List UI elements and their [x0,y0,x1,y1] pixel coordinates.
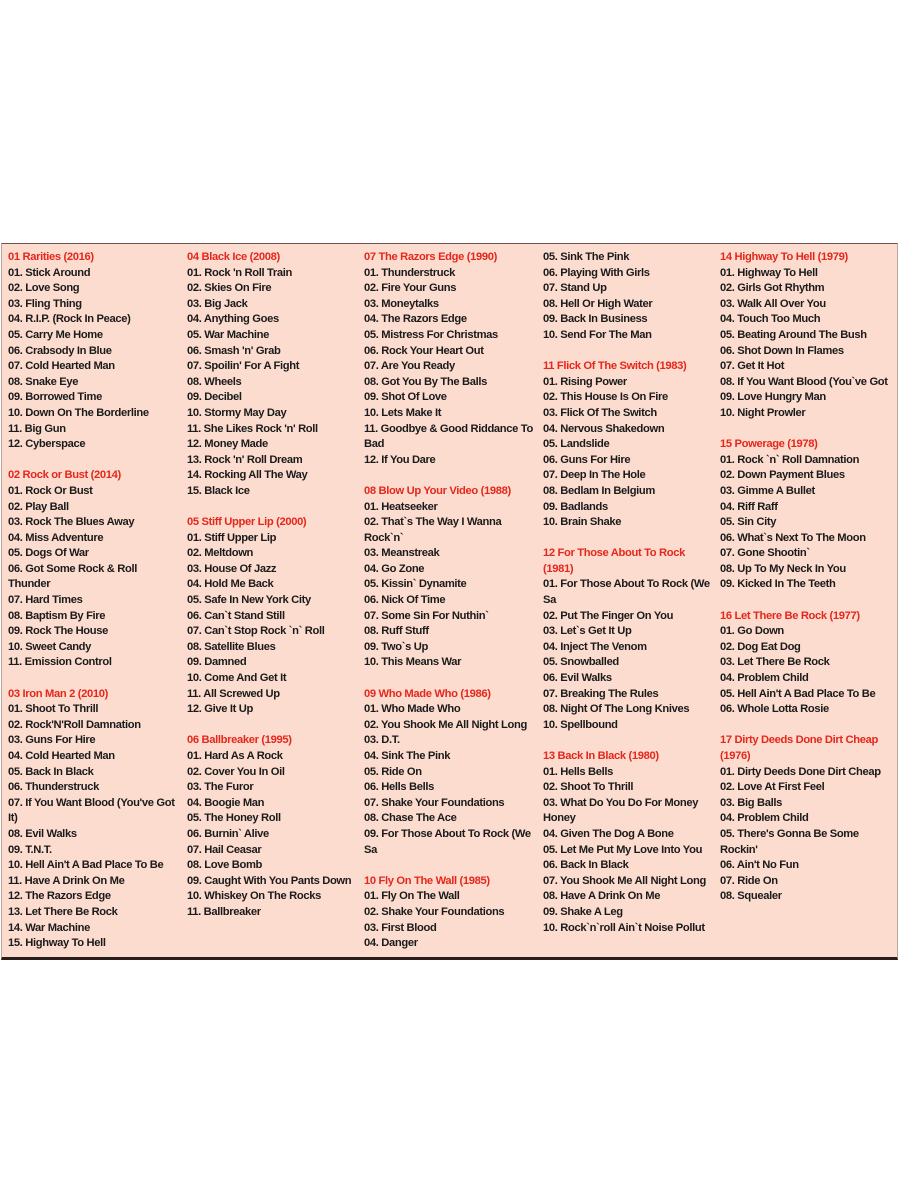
track-item: 03. Fling Thing [8,297,82,310]
track-item: 09. Decibel [187,391,242,404]
album-block [187,733,361,920]
track-item: 06. Ain't No Fun [720,859,799,872]
track-item: 02. Shoot To Thrill [543,781,634,794]
track-item: 09. Two`s Up [364,640,428,653]
track-item: 09. T.N.T. [8,843,52,856]
track-item: 10. Spellbound [543,718,618,731]
track-item: 02. Meltdown [187,547,254,560]
track-item: 06. Got Some Rock & Roll Thunder [8,562,137,591]
track-item: 08. Satellite Blues [187,640,276,653]
track-item: 03. Walk All Over You [720,297,826,310]
track-item: 01. Rising Power [543,375,627,388]
track-item: 03. House Of Jazz [187,562,277,575]
track-item: 08. Love Bomb [187,859,263,872]
track-item: 01. Rock Or Bust [8,484,93,497]
album-block [8,687,180,952]
track-item: 07. Breaking The Rules [543,687,659,700]
track-item: 08. Wheels [187,375,242,388]
album-block [187,250,361,500]
album-block [364,874,538,952]
track-item: 10. Send For The Man [543,328,652,341]
track-item: 13. Rock 'n' Roll Dream [187,453,303,466]
track-item: 10. Come And Get It [187,672,287,685]
track-item: 01. Thunderstruck [364,266,456,279]
track-item: 05. Mistress For Christmas [364,328,498,341]
track-item: 05. Snowballed [543,656,619,669]
album-title: 17 Dirty Deeds Done Dirt Cheap (1976) [720,734,878,762]
track-item: 04. Boogie Man [187,796,265,809]
track-item: 10. Stormy May Day [187,406,287,419]
track-item: 04. Problem Child [720,672,809,685]
track-item: 12. The Razors Edge [8,890,111,903]
track-item: 01. Stick Around [8,266,91,279]
track-item: 02. Girls Got Rhythm [720,282,825,295]
album-block [543,546,717,733]
track-item: 03. Big Jack [187,297,248,310]
track-item: 05. Let Me Put My Love Into You [543,843,703,856]
track-item: 08. Night Of The Long Knives [543,703,690,716]
track-item: 15. Black Ice [187,484,250,497]
album-title: 01 Rarities (2016) [8,251,94,263]
track-item: 06. Hells Bells [364,781,434,794]
album-block [543,359,717,531]
track-item: 03. Let There Be Rock [720,656,830,669]
track-item: 02. Put The Finger On You [543,609,674,622]
track-item: 08. Baptism By Fire [8,609,106,622]
track-item: 08. Hell Or High Water [543,297,653,310]
track-item: 03. Big Balls [720,796,782,809]
album-title: 12 For Those About To Rock (1981) [543,547,685,575]
track-item: 02. Fire Your Guns [364,282,457,295]
track-item: 03. Gimme A Bullet [720,484,815,497]
track-item: 14. Rocking All The Way [187,469,308,482]
track-item: 06. Crabsody In Blue [8,344,112,357]
track-item: 05. Safe In New York City [187,594,311,607]
track-item: 03. Let`s Get It Up [543,625,632,638]
track-item: 07. Cold Hearted Man [8,360,115,373]
track-item: 04. Miss Adventure [8,531,104,544]
track-item: 02. Play Ball [8,500,69,513]
album-block [187,515,361,718]
track-item: 11. Ballbreaker [187,905,261,918]
track-item: 07. Shake Your Foundations [364,796,505,809]
track-item: 01. Dirty Deeds Done Dirt Cheap [720,765,881,778]
track-item: 06. Playing With Girls [543,266,650,279]
track-item: 07. Hail Ceasar [187,843,262,856]
track-item: 02. Skies On Fire [187,282,272,295]
track-item: 01. Stiff Upper Lip [187,531,277,544]
track-item: 04. Hold Me Back [187,578,274,591]
track-item: 03. D.T. [364,734,400,747]
track-item: 07. Some Sin For Nuthin` [364,609,489,622]
track-item: 07. Gone Shootin` [720,547,810,560]
track-item: 05. Back In Black [8,765,94,778]
track-item: 02. You Shook Me All Night Long [364,718,527,731]
track-item: 08. Snake Eye [8,375,79,388]
track-item: 04. The Razors Edge [364,313,467,326]
track-item: 01. Heatseeker [364,500,438,513]
track-item: 02. This House Is On Fire [543,391,668,404]
album-title: 16 Let There Be Rock (1977) [720,609,860,622]
track-item: 07. Get It Hot [720,360,785,373]
track-item: 07. Stand Up [543,282,607,295]
track-item: 05. Sin City [720,516,777,529]
track-item: 13. Let There Be Rock [8,905,118,918]
track-item: 05. Ride On [364,765,422,778]
track-item: 01. Fly On The Wall [364,890,460,903]
track-item: 02. Love Song [8,282,80,295]
track-item: 09. Badlands [543,500,608,513]
track-item: 05. The Honey Roll [187,812,281,825]
track-item: 08. Bedlam In Belgium [543,484,656,497]
track-item: 10. Rock`n`roll Ain`t Noise Pollut [543,921,705,934]
track-item: 08. Got You By The Balls [364,375,487,388]
album-block [364,250,538,468]
track-item: 10. Sweet Candy [8,640,92,653]
track-item: 01. Hard As A Rock [187,750,283,762]
track-item: 11. Big Gun [8,422,66,435]
track-item: 07. Are You Ready [364,360,455,373]
album-title: 02 Rock or Bust (2014) [8,469,121,482]
track-item: 11. Have A Drink On Me [8,874,125,887]
column-2 [187,250,361,936]
album-block [543,749,717,936]
track-item: 03. Flick Of The Switch [543,406,657,419]
track-item: 09. Kicked In The Teeth [720,578,836,591]
track-item: 07. Can`t Stop Rock `n` Roll [187,625,325,638]
track-item: 06. Whole Lotta Rosie [720,703,829,716]
track-item: 09. Damned [187,656,247,669]
track-item: 06. Burnin` Alive [187,827,269,840]
track-item: 04. Sink The Pink [364,750,451,762]
album-block [364,484,538,671]
track-item: 11. She Likes Rock 'n' Roll [187,422,318,435]
track-item: 03. Meanstreak [364,547,440,560]
track-item: 05. Kissin` Dynamite [364,578,467,591]
track-item: 02. Dog Eat Dog [720,640,801,653]
track-item: 04. Touch Too Much [720,313,821,326]
track-item: 04. Nervous Shakedown [543,422,665,435]
track-item: 03. The Furor [187,781,254,794]
track-item: 01. Who Made Who [364,703,461,716]
track-item: 07. Ride On [720,874,778,887]
track-item: 12. Money Made [187,438,268,451]
album-block [720,733,894,905]
album-block [720,437,894,593]
track-item: 01. Shoot To Thrill [8,703,99,716]
track-item: 06. Rock Your Heart Out [364,344,484,357]
track-item: 11. All Screwed Up [187,687,280,700]
track-item: 15. Highway To Hell [8,937,106,950]
track-item: 07. If You Want Blood (You've Got It) [8,796,175,825]
track-item: 07. You Shook Me All Night Long [543,874,706,887]
track-item: 06. What`s Next To The Moon [720,531,866,544]
track-item: 08. If You Want Blood (You`ve Got [720,375,888,388]
track-item: 10. Lets Make It [364,406,442,419]
album-block [720,250,894,422]
track-item: 09. For Those About To Rock (We Sa [364,827,531,856]
album-title: 09 Who Made Who (1986) [364,687,491,700]
track-item: 05. Sink The Pink [543,251,630,263]
track-item: 08. Evil Walks [8,827,77,840]
column-5 [720,250,894,921]
track-item: 05. Hell Ain't A Bad Place To Be [720,687,876,700]
track-item: 04. Inject The Venom [543,640,647,653]
album-title: 11 Flick Of The Switch (1983) [543,360,687,373]
track-item: 09. Borrowed Time [8,391,102,404]
track-item: 07. Hard Times [8,594,83,607]
track-item: 02. Rock'N'Roll Damnation [8,718,141,731]
track-item: 14. War Machine [8,921,90,934]
album-block [543,250,717,344]
track-item: 02. Cover You In Oil [187,765,285,778]
track-item: 06. Thunderstruck [8,781,100,794]
track-item: 08. Chase The Ace [364,812,457,825]
track-item: 03. First Blood [364,921,437,934]
track-item: 12. Cyberspace [8,438,86,451]
track-item: 10. This Means War [364,656,462,669]
track-item: 08. Have A Drink On Me [543,890,661,903]
album-title: 05 Stiff Upper Lip (2000) [187,516,307,529]
track-item: 02. Shake Your Foundations [364,905,505,918]
track-item: 10. Down On The Borderline [8,406,149,419]
track-item: 03. What Do You Do For Money Honey [543,796,699,825]
album-title: 08 Blow Up Your Video (1988) [364,484,511,497]
track-item: 04. Given The Dog A Bone [543,827,674,840]
track-item: 10. Brain Shake [543,516,622,529]
track-item: 05. Beating Around The Bush [720,328,867,341]
track-item: 03. Guns For Hire [8,734,96,747]
tracklist-sheet [1,243,898,960]
track-item: 09. Shake A Leg [543,905,623,918]
track-item: 06. Nick Of Time [364,594,446,607]
album-block [364,687,538,859]
track-item: 02. Down Payment Blues [720,469,845,482]
track-item: 09. Rock The House [8,625,109,638]
track-item: 08. Ruff Stuff [364,625,429,638]
track-item: 01. For Those About To Rock (We Sa [543,578,710,607]
track-item: 02. That`s The Way I Wanna Rock`n` [364,516,502,544]
track-item: 06. Back In Black [543,859,629,872]
track-item: 09. Back In Business [543,313,648,326]
track-item: 03. Rock The Blues Away [8,516,135,529]
album-title: 13 Back In Black (1980) [543,750,659,762]
track-item: 05. Carry Me Home [8,328,103,341]
column-4 [543,250,717,952]
track-item: 01. Go Down [720,625,784,638]
track-item: 05. There's Gonna Be Some Rockin' [720,827,859,856]
track-item: 04. R.I.P. (Rock In Peace) [8,313,131,326]
track-item: 09. Shot Of Love [364,391,447,404]
track-item: 07. Spoilin' For A Fight [187,360,300,373]
track-item: 05. Dogs Of War [8,547,89,560]
track-item: 08. Up To My Neck In You [720,562,846,575]
album-block [8,250,180,453]
track-item: 10. Hell Ain't A Bad Place To Be [8,859,164,872]
track-item: 04. Cold Hearted Man [8,750,115,762]
track-item: 04. Problem Child [720,812,809,825]
track-item: 09. Love Hungry Man [720,391,826,404]
track-item: 08. Squealer [720,890,782,903]
track-item: 01. Rock 'n Roll Train [187,266,292,279]
track-item: 06. Evil Walks [543,672,612,685]
track-item: 03. Moneytalks [364,297,439,310]
track-item: 12. Give It Up [187,703,253,716]
album-title: 03 Iron Man 2 (2010) [8,687,108,700]
track-item: 05. War Machine [187,328,269,341]
track-item: 11. Goodbye & Good Riddance To Bad [364,422,533,451]
track-item: 07. Deep In The Hole [543,469,646,482]
track-item: 04. Riff Raff [720,500,778,513]
track-item: 01. Highway To Hell [720,266,818,279]
track-item: 10. Whiskey On The Rocks [187,890,321,903]
track-item: 05. Landslide [543,438,610,451]
track-item: 12. If You Dare [364,453,436,466]
album-title: 14 Highway To Hell (1979) [720,251,848,263]
track-item: 06. Smash 'n' Grab [187,344,281,357]
album-title: 07 The Razors Edge (1990) [364,251,498,263]
track-item: 11. Emission Control [8,656,112,669]
track-item: 01. Hells Bells [543,765,613,778]
track-item: 06. Guns For Hire [543,453,631,466]
track-item: 02. Love At First Feel [720,781,825,794]
album-block [8,468,180,671]
track-item: 06. Can`t Stand Still [187,609,285,622]
track-item: 04. Go Zone [364,562,425,575]
track-item: 04. Anything Goes [187,313,279,326]
track-item: 01. Rock `n` Roll Damnation [720,453,860,466]
album-block [720,609,894,718]
track-item: 06. Shot Down In Flames [720,344,844,357]
album-title: 15 Powerage (1978) [720,438,818,451]
column-1 [8,250,180,967]
album-title: 10 Fly On The Wall (1985) [364,874,490,887]
album-title: 04 Black Ice (2008) [187,251,280,263]
track-item: 10. Night Prowler [720,406,806,419]
column-3 [364,250,538,967]
track-item: 04. Danger [364,937,418,950]
track-item: 09. Caught With You Pants Down [187,874,352,887]
album-title: 06 Ballbreaker (1995) [187,734,292,747]
